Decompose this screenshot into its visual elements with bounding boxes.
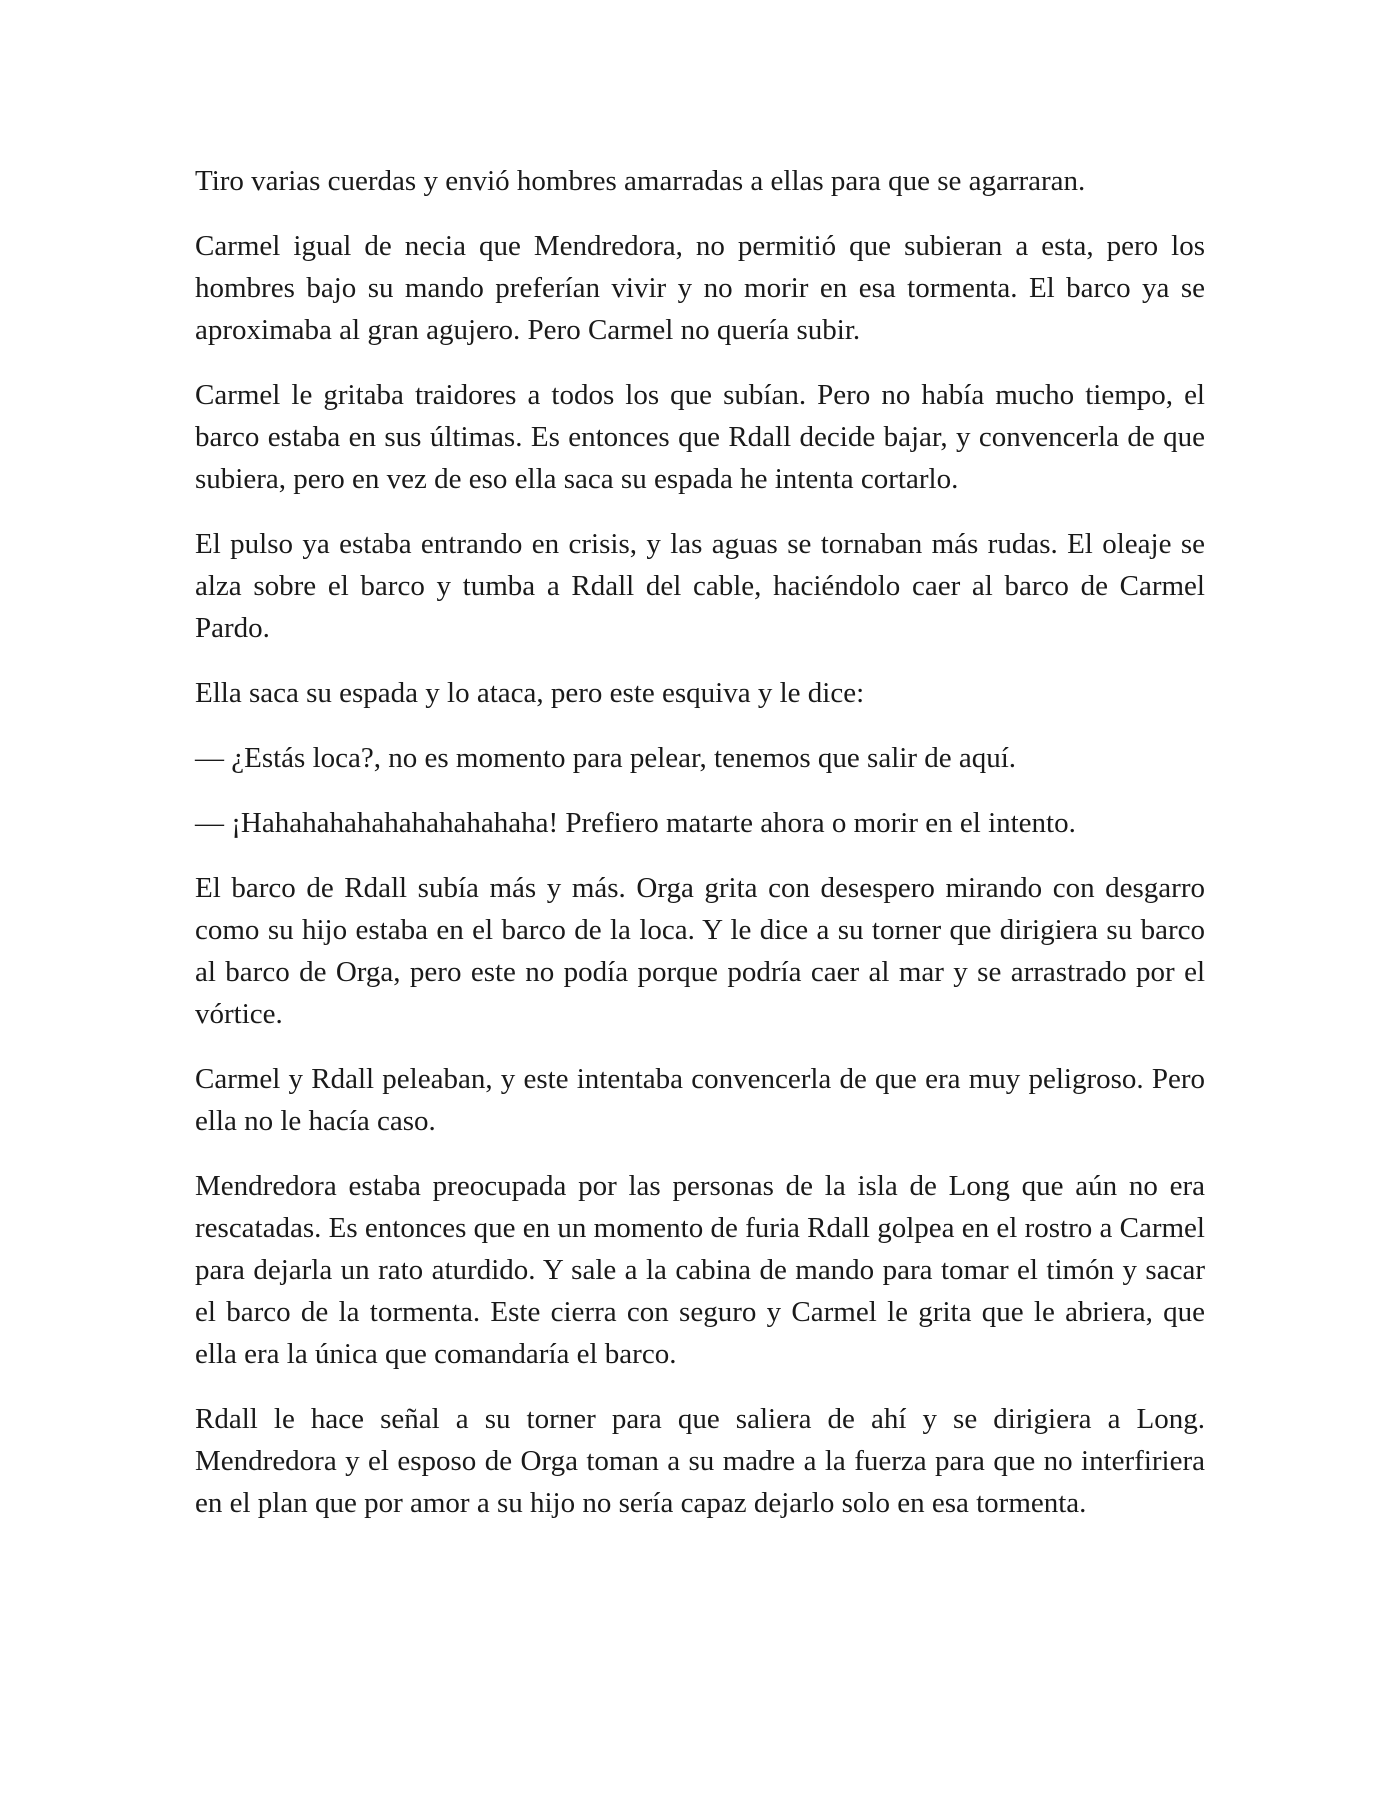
document-body	[195, 160, 1205, 1547]
paragraph: Ella saca su espada y lo ataca, pero este esquiva y le dice:	[195, 677, 865, 709]
paragraph: El barco de Rdall subía más y más. Orga grita con desespero mirando con desgarro como su hijo estaba en el barco de la loca. Y le dice a su torner que dirigiera su barco al barco de Orga, pero este no podía porque podría caer al mar y se arrastrado por el vórtice.	[195, 872, 1205, 1030]
dialogue-line: — ¡Hahahahahahahahahahaha! Prefiero matarte ahora o morir en el intento.	[195, 807, 1076, 839]
paragraph: Carmel y Rdall peleaban, y este intentaba convencerla de que era muy peligroso. Pero ella no le hacía caso.	[195, 1063, 1205, 1137]
paragraph: El pulso ya estaba entrando en crisis, y las aguas se tornaban más rudas. El oleaje se alza sobre el barco y tumba a Rdall del cable, haciéndolo caer al barco de Carmel Pardo.	[195, 528, 1205, 644]
paragraph: Carmel le gritaba traidores a todos los que subían. Pero no había mucho tiempo, el barco estaba en sus últimas. Es entonces que Rdall decide bajar, y convencerla de que subiera, pero en vez de eso ella saca su espada he intenta cortarlo.	[195, 379, 1205, 495]
paragraph: Tiro varias cuerdas y envió hombres amarradas a ellas para que se agarraran.	[195, 165, 1086, 197]
dialogue-line: — ¿Estás loca?, no es momento para pelear, tenemos que salir de aquí.	[195, 742, 1017, 774]
paragraph: Rdall le hace señal a su torner para que saliera de ahí y se dirigiera a Long. Mendredora y el esposo de Orga toman a su madre a la fuerza para que no interfiriera en el plan que por amor a su hijo no sería capaz dejarlo solo en esa tormenta.	[195, 1403, 1205, 1519]
paragraph: Carmel igual de necia que Mendredora, no permitió que subieran a esta, pero los hombres bajo su mando preferían vivir y no morir en esa tormenta. El barco ya se aproximaba al gran agujero. Pero Carmel no quería subir.	[195, 230, 1205, 346]
paragraph: Mendredora estaba preocupada por las personas de la isla de Long que aún no era rescatadas. Es entonces que en un momento de furia Rdall golpea en el rostro a Carmel para dejarla un rato aturdido. Y sale a la cabina de mando para tomar el timón y sacar el barco de la tormenta. Este cierra con seguro y Carmel le grita que le abriera, que ella era la única que comandaría el barco.	[195, 1170, 1205, 1370]
